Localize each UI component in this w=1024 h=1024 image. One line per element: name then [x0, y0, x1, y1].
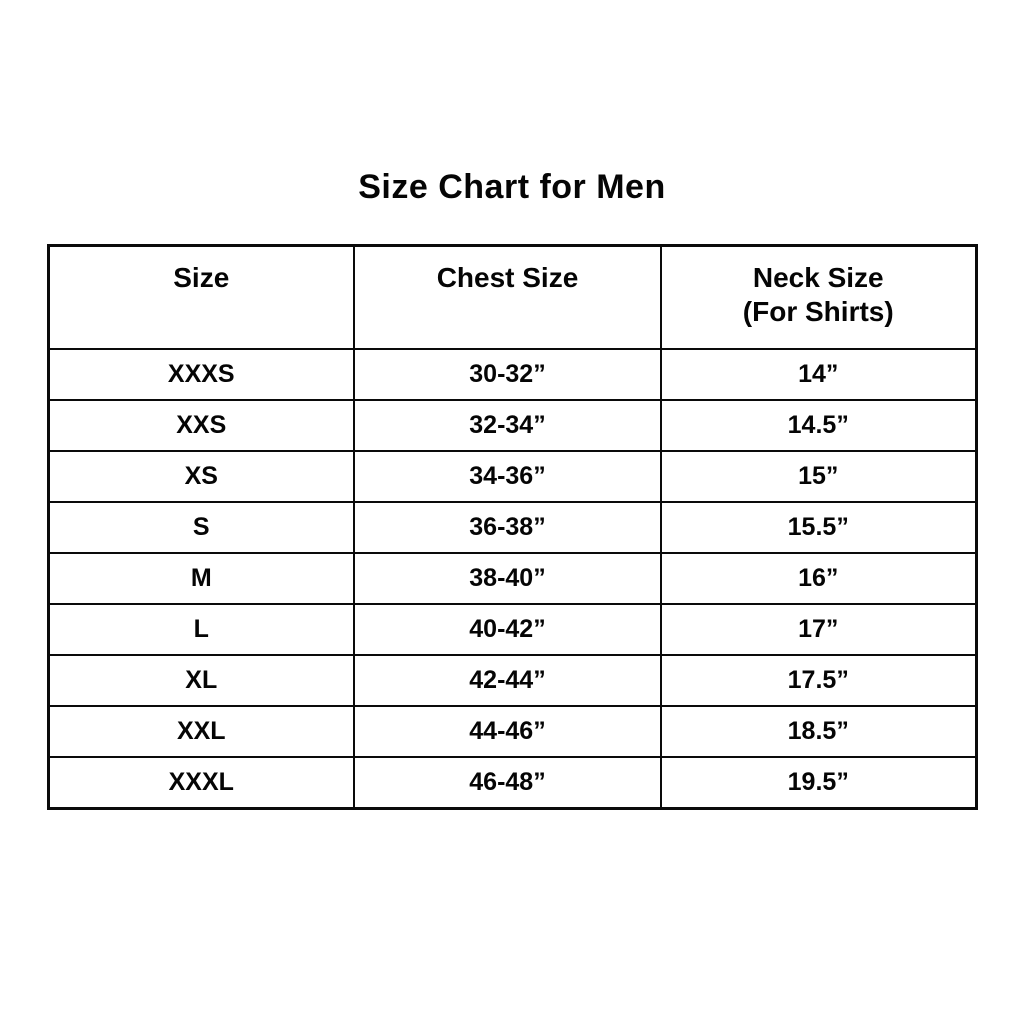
chest-size-cell: 40-42” — [354, 604, 661, 655]
neck-size-cell: 14” — [661, 349, 976, 400]
chest-size-cell: 32-34” — [354, 400, 661, 451]
neck-size-cell: 15.5” — [661, 502, 976, 553]
chest-size-cell: 30-32” — [354, 349, 661, 400]
size-cell: XXXS — [48, 349, 354, 400]
size-cell: XL — [48, 655, 354, 706]
table-row — [48, 451, 976, 502]
page-title: Size Chart for Men — [358, 168, 666, 206]
table-row — [48, 604, 976, 655]
header-neck-size-line1: Neck Size — [752, 262, 884, 293]
table-row — [48, 400, 976, 451]
chest-size-cell: 44-46” — [354, 706, 661, 757]
chest-size-cell: 34-36” — [354, 451, 661, 502]
chest-size-cell: 38-40” — [354, 553, 661, 604]
size-cell: S — [48, 502, 354, 553]
size-chart-table — [47, 244, 978, 810]
table-body — [48, 349, 976, 809]
size-cell: XXS — [48, 400, 354, 451]
size-cell: XXL — [48, 706, 354, 757]
header-row — [48, 246, 976, 350]
neck-size-cell: 15” — [661, 451, 976, 502]
chest-size-cell: 42-44” — [354, 655, 661, 706]
table-row — [48, 502, 976, 553]
header-cell-size: Size — [48, 246, 354, 350]
neck-size-cell: 17.5” — [661, 655, 976, 706]
neck-size-cell: 19.5” — [661, 757, 976, 809]
neck-size-cell: 18.5” — [661, 706, 976, 757]
header-neck-size-line2: (For Shirts) — [742, 296, 894, 328]
table-row — [48, 349, 976, 400]
header-cell-neck-size — [661, 246, 976, 350]
size-cell: L — [48, 604, 354, 655]
table-row — [48, 655, 976, 706]
chest-size-cell: 46-48” — [354, 757, 661, 809]
table-row — [48, 757, 976, 809]
table-row — [48, 706, 976, 757]
table-header — [48, 246, 976, 350]
size-cell: M — [48, 553, 354, 604]
header-cell-chest-size: Chest Size — [354, 246, 661, 350]
table-row — [48, 553, 976, 604]
size-cell: XS — [48, 451, 354, 502]
chest-size-cell: 36-38” — [354, 502, 661, 553]
neck-size-cell: 14.5” — [661, 400, 976, 451]
neck-size-cell: 17” — [661, 604, 976, 655]
neck-size-cell: 16” — [661, 553, 976, 604]
size-cell: XXXL — [48, 757, 354, 809]
